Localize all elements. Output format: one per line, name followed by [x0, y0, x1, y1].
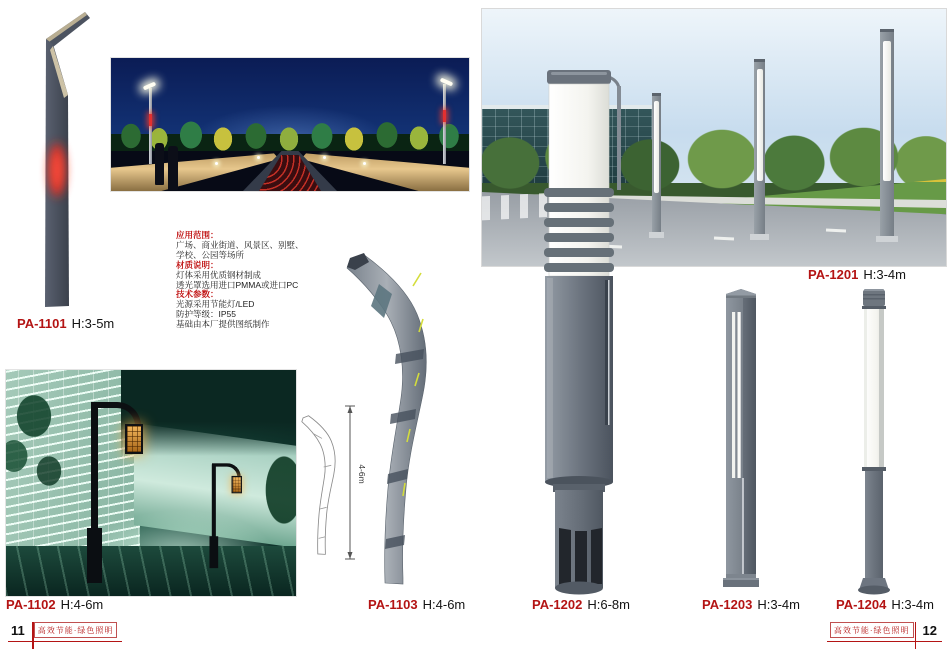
dimension-label: 4-6m	[357, 464, 367, 484]
pa1203-face-right	[743, 298, 756, 578]
footer-left-group	[8, 622, 122, 642]
pa1203-cap-edge	[726, 289, 756, 296]
square-pole-lamp-mid	[754, 59, 765, 237]
product-code: PA-1202	[532, 597, 583, 612]
plaza-bollard-light	[215, 162, 218, 165]
footer-divider-right	[915, 622, 917, 649]
square-pole-lamp-small	[652, 93, 661, 235]
pa1204-diffuser-highlight	[864, 309, 867, 467]
footer-slogan-left: 高效节能·绿色照明	[34, 622, 118, 638]
pa1202-body	[545, 276, 613, 482]
lamp-render-pa1202	[517, 70, 649, 597]
building-night-photo	[5, 369, 297, 597]
product-height: H:3-4m	[863, 267, 906, 282]
footer-right-group	[827, 622, 942, 642]
pa1204-lower-ring	[862, 467, 886, 471]
lamp-render-pa1203	[722, 286, 760, 594]
pa1204-cap-rib	[863, 294, 885, 296]
spec-line: 广场、商业街道、风景区、别墅、	[176, 239, 304, 250]
pa1202-base-bottom	[555, 582, 603, 595]
product-height: H:3-5m	[71, 316, 115, 331]
plaza-lamp-right-band	[443, 110, 446, 122]
pa1202-diffuser	[549, 84, 609, 276]
pa1204-diffuser-shade	[879, 309, 884, 467]
square-pole-lamp-large	[880, 29, 894, 239]
lamp-pole	[91, 404, 98, 532]
lamp-render-pa1103	[295, 226, 443, 596]
pa1204-pole	[865, 471, 883, 578]
plaza-lamp-right	[443, 84, 446, 164]
pedestrian	[155, 143, 164, 185]
pole-cap	[880, 29, 894, 32]
plaza-bollard-light	[323, 156, 326, 159]
pole-cap	[652, 93, 661, 96]
pa1204-neck-ring	[862, 306, 886, 309]
spec-heading-application: 应用范围：	[176, 230, 219, 240]
spec-heading-technical: 技术参数：	[176, 289, 219, 300]
page-number-right: 12	[922, 622, 937, 638]
pa1204-base-bottom	[858, 586, 890, 595]
pa1202-body-slot	[605, 280, 608, 425]
spec-heading-material: 材质说明：	[176, 259, 219, 270]
pa1203-base-step	[726, 574, 756, 578]
footer-right	[827, 622, 942, 642]
pa1202-cage-bar	[617, 86, 621, 190]
product-label-pa1201	[808, 267, 906, 282]
pa1202-body-highlight	[547, 278, 553, 478]
product-code: PA-1102	[6, 597, 56, 612]
pole-plinth	[750, 234, 769, 240]
pole-plinth	[649, 232, 664, 238]
spec-line: 防护等级：IP55	[176, 309, 236, 320]
plaza-bollard-light	[363, 162, 366, 165]
pole-diffuser	[757, 69, 763, 181]
footer-slogan-right: 高效节能·绿色照明	[830, 622, 914, 638]
pole-cap	[754, 59, 765, 62]
product-code: PA-1103	[368, 597, 418, 612]
pa1202-cap-highlight	[551, 72, 607, 75]
product-height: H:3-4m	[891, 597, 934, 612]
lantern-lamp-front	[81, 400, 156, 585]
lamp-base	[87, 528, 102, 583]
product-label-pa1102	[6, 597, 103, 612]
lantern-lamp-back	[206, 462, 250, 569]
product-height: H:4-6m	[422, 597, 466, 612]
pa1204-cap-rib	[863, 298, 885, 300]
footer-left	[8, 622, 122, 642]
pa1203-corner-line	[742, 478, 744, 578]
pa1202-slot-edge	[608, 280, 610, 425]
spec-text-block	[176, 231, 316, 330]
plaza-bollard-light	[257, 156, 260, 159]
pole-plinth	[876, 236, 898, 242]
pa1203-light-slot	[738, 312, 741, 478]
dimension-line	[345, 406, 355, 559]
page-number-left: 11	[11, 622, 25, 638]
spec-line: 基础由本厂提供图纸制作	[176, 319, 270, 330]
plaza-lamp-left-band	[149, 114, 152, 126]
pa1103-blade	[347, 253, 426, 584]
product-height: H:6-8m	[587, 597, 630, 612]
product-height: H:3-4m	[757, 597, 800, 612]
pa1103-outline-diagram	[302, 416, 335, 555]
lamp-render-pa1101	[26, 10, 98, 312]
pa1204-cap-top	[864, 289, 884, 291]
spec-line: 学校、公园等场所	[176, 249, 245, 260]
lamp-base	[209, 536, 218, 568]
pole-diffuser	[883, 41, 891, 181]
lantern-box	[127, 426, 141, 452]
product-code: PA-1204	[836, 597, 887, 612]
product-code: PA-1203	[702, 597, 753, 612]
product-label-pa1202	[532, 597, 630, 612]
footer-divider-left	[32, 622, 34, 649]
pa1101-arm	[46, 12, 90, 47]
lantern-box	[233, 477, 241, 492]
plaza-night-photo	[110, 57, 470, 192]
product-code: PA-1201	[808, 267, 859, 282]
spec-line: 光源采用节能灯/LED	[176, 299, 255, 310]
product-code: PA-1101	[17, 316, 67, 331]
product-label-pa1203	[702, 597, 800, 612]
lamp-render-pa1204	[856, 288, 892, 598]
plaza-trees	[111, 110, 469, 156]
pa1203-base-edge	[723, 578, 759, 580]
pa1202-base-cutouts	[559, 528, 602, 586]
product-label-pa1101	[17, 316, 114, 331]
pa1101-red-light	[49, 143, 65, 197]
lamp-pole	[212, 464, 216, 538]
product-height: H:4-6m	[60, 597, 104, 612]
pole-diffuser	[654, 101, 659, 193]
plaza-lamp-left	[149, 88, 152, 164]
tree-silhouette-left	[5, 376, 84, 506]
pedestrian	[168, 146, 178, 190]
pa1203-light-slot	[732, 312, 735, 478]
spec-line: 灯体采用优质钢材制成	[176, 269, 262, 280]
spec-line: 透光罩选用进口PMMA或进口PC	[176, 279, 299, 290]
product-label-pa1204	[836, 597, 934, 612]
product-label-pa1103	[368, 597, 465, 612]
